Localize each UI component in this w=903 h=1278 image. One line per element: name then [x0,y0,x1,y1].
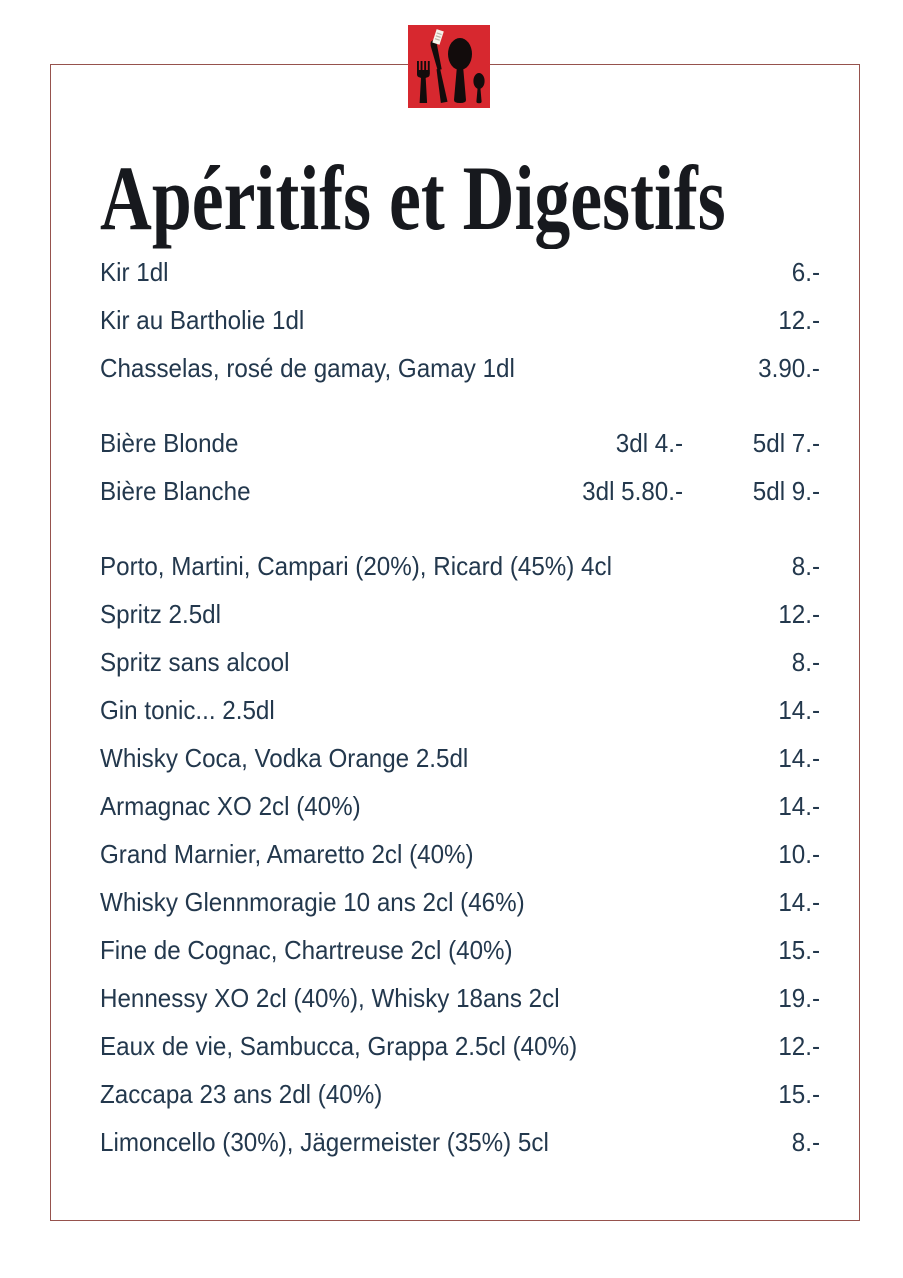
menu-item-row [100,830,820,878]
menu-item-row [100,419,820,467]
item-price: 15.- [778,1078,820,1109]
group-gap [100,515,820,542]
item-mid-price: 3dl 4.- [615,427,683,458]
menu-group [100,542,820,1166]
item-name: Porto, Martini, Campari (20%), Ricard (45%) 4cl [100,550,612,581]
item-name: Whisky Coca, Vodka Orange 2.5dl [100,742,469,773]
menu-item-row [100,1022,820,1070]
menu-content [50,64,860,1166]
item-price: 12.- [778,1030,820,1061]
item-name: Zaccapa 23 ans 2dl (40%) [100,1078,383,1109]
item-price: 8.- [791,1126,820,1157]
item-price: 12.- [778,598,820,629]
page-title: Apéritifs et Digestifs [100,147,726,249]
item-name: Gin tonic... 2.5dl [100,694,275,725]
item-price: 12.- [778,304,820,335]
item-name: Kir 1dl [100,256,169,287]
item-price: 10.- [778,838,820,869]
item-name: Armagnac XO 2cl (40%) [100,790,361,821]
item-name: Grand Marnier, Amaretto 2cl (40%) [100,838,474,869]
item-name: Kir au Bartholie 1dl [100,304,305,335]
item-price: 14.- [778,694,820,725]
item-price: 19.- [778,982,820,1013]
item-name: Spritz 2.5dl [100,598,221,629]
menu-item-row [100,974,820,1022]
item-name: Bière Blonde [100,427,239,458]
item-name: Eaux de vie, Sambucca, Grappa 2.5cl (40%) [100,1030,578,1061]
menu-item-row [100,296,820,344]
item-mid-price: 3dl 5.80.- [582,475,683,506]
item-price: 8.- [791,646,820,677]
menu-item-row [100,638,820,686]
menu-item-row [100,248,820,296]
item-name: Chasselas, rosé de gamay, Gamay 1dl [100,352,515,383]
menu-item-row [100,686,820,734]
menu-item-row [100,1118,820,1166]
item-price: 15.- [778,934,820,965]
menu-item-row [100,782,820,830]
menu-item-row [100,590,820,638]
item-price: 5dl 7.- [752,427,820,458]
menu-item-row [100,344,820,392]
item-name: Fine de Cognac, Chartreuse 2cl (40%) [100,934,513,965]
menu-group [100,419,820,515]
item-name: Hennessy XO 2cl (40%), Whisky 18ans 2cl [100,982,560,1013]
menu-item-row [100,467,820,515]
item-price: 5dl 9.- [752,475,820,506]
item-price: 8.- [791,550,820,581]
menu-item-row [100,926,820,974]
menu-item-row [100,1070,820,1118]
menu-group [100,248,820,392]
item-name: Limoncello (30%), Jägermeister (35%) 5cl [100,1126,549,1157]
item-name: Spritz sans alcool [100,646,290,677]
menu-item-row [100,542,820,590]
item-price: 3.90.- [758,352,820,383]
item-price: 14.- [778,790,820,821]
item-name: Bière Blanche [100,475,251,506]
menu-item-row [100,878,820,926]
item-price: 6.- [791,256,820,287]
item-name: Whisky Glennmoragie 10 ans 2cl (46%) [100,886,525,917]
item-price: 14.- [778,742,820,773]
menu-item-row [100,734,820,782]
group-gap [100,392,820,419]
item-price: 14.- [778,886,820,917]
menu-list [100,248,820,1166]
